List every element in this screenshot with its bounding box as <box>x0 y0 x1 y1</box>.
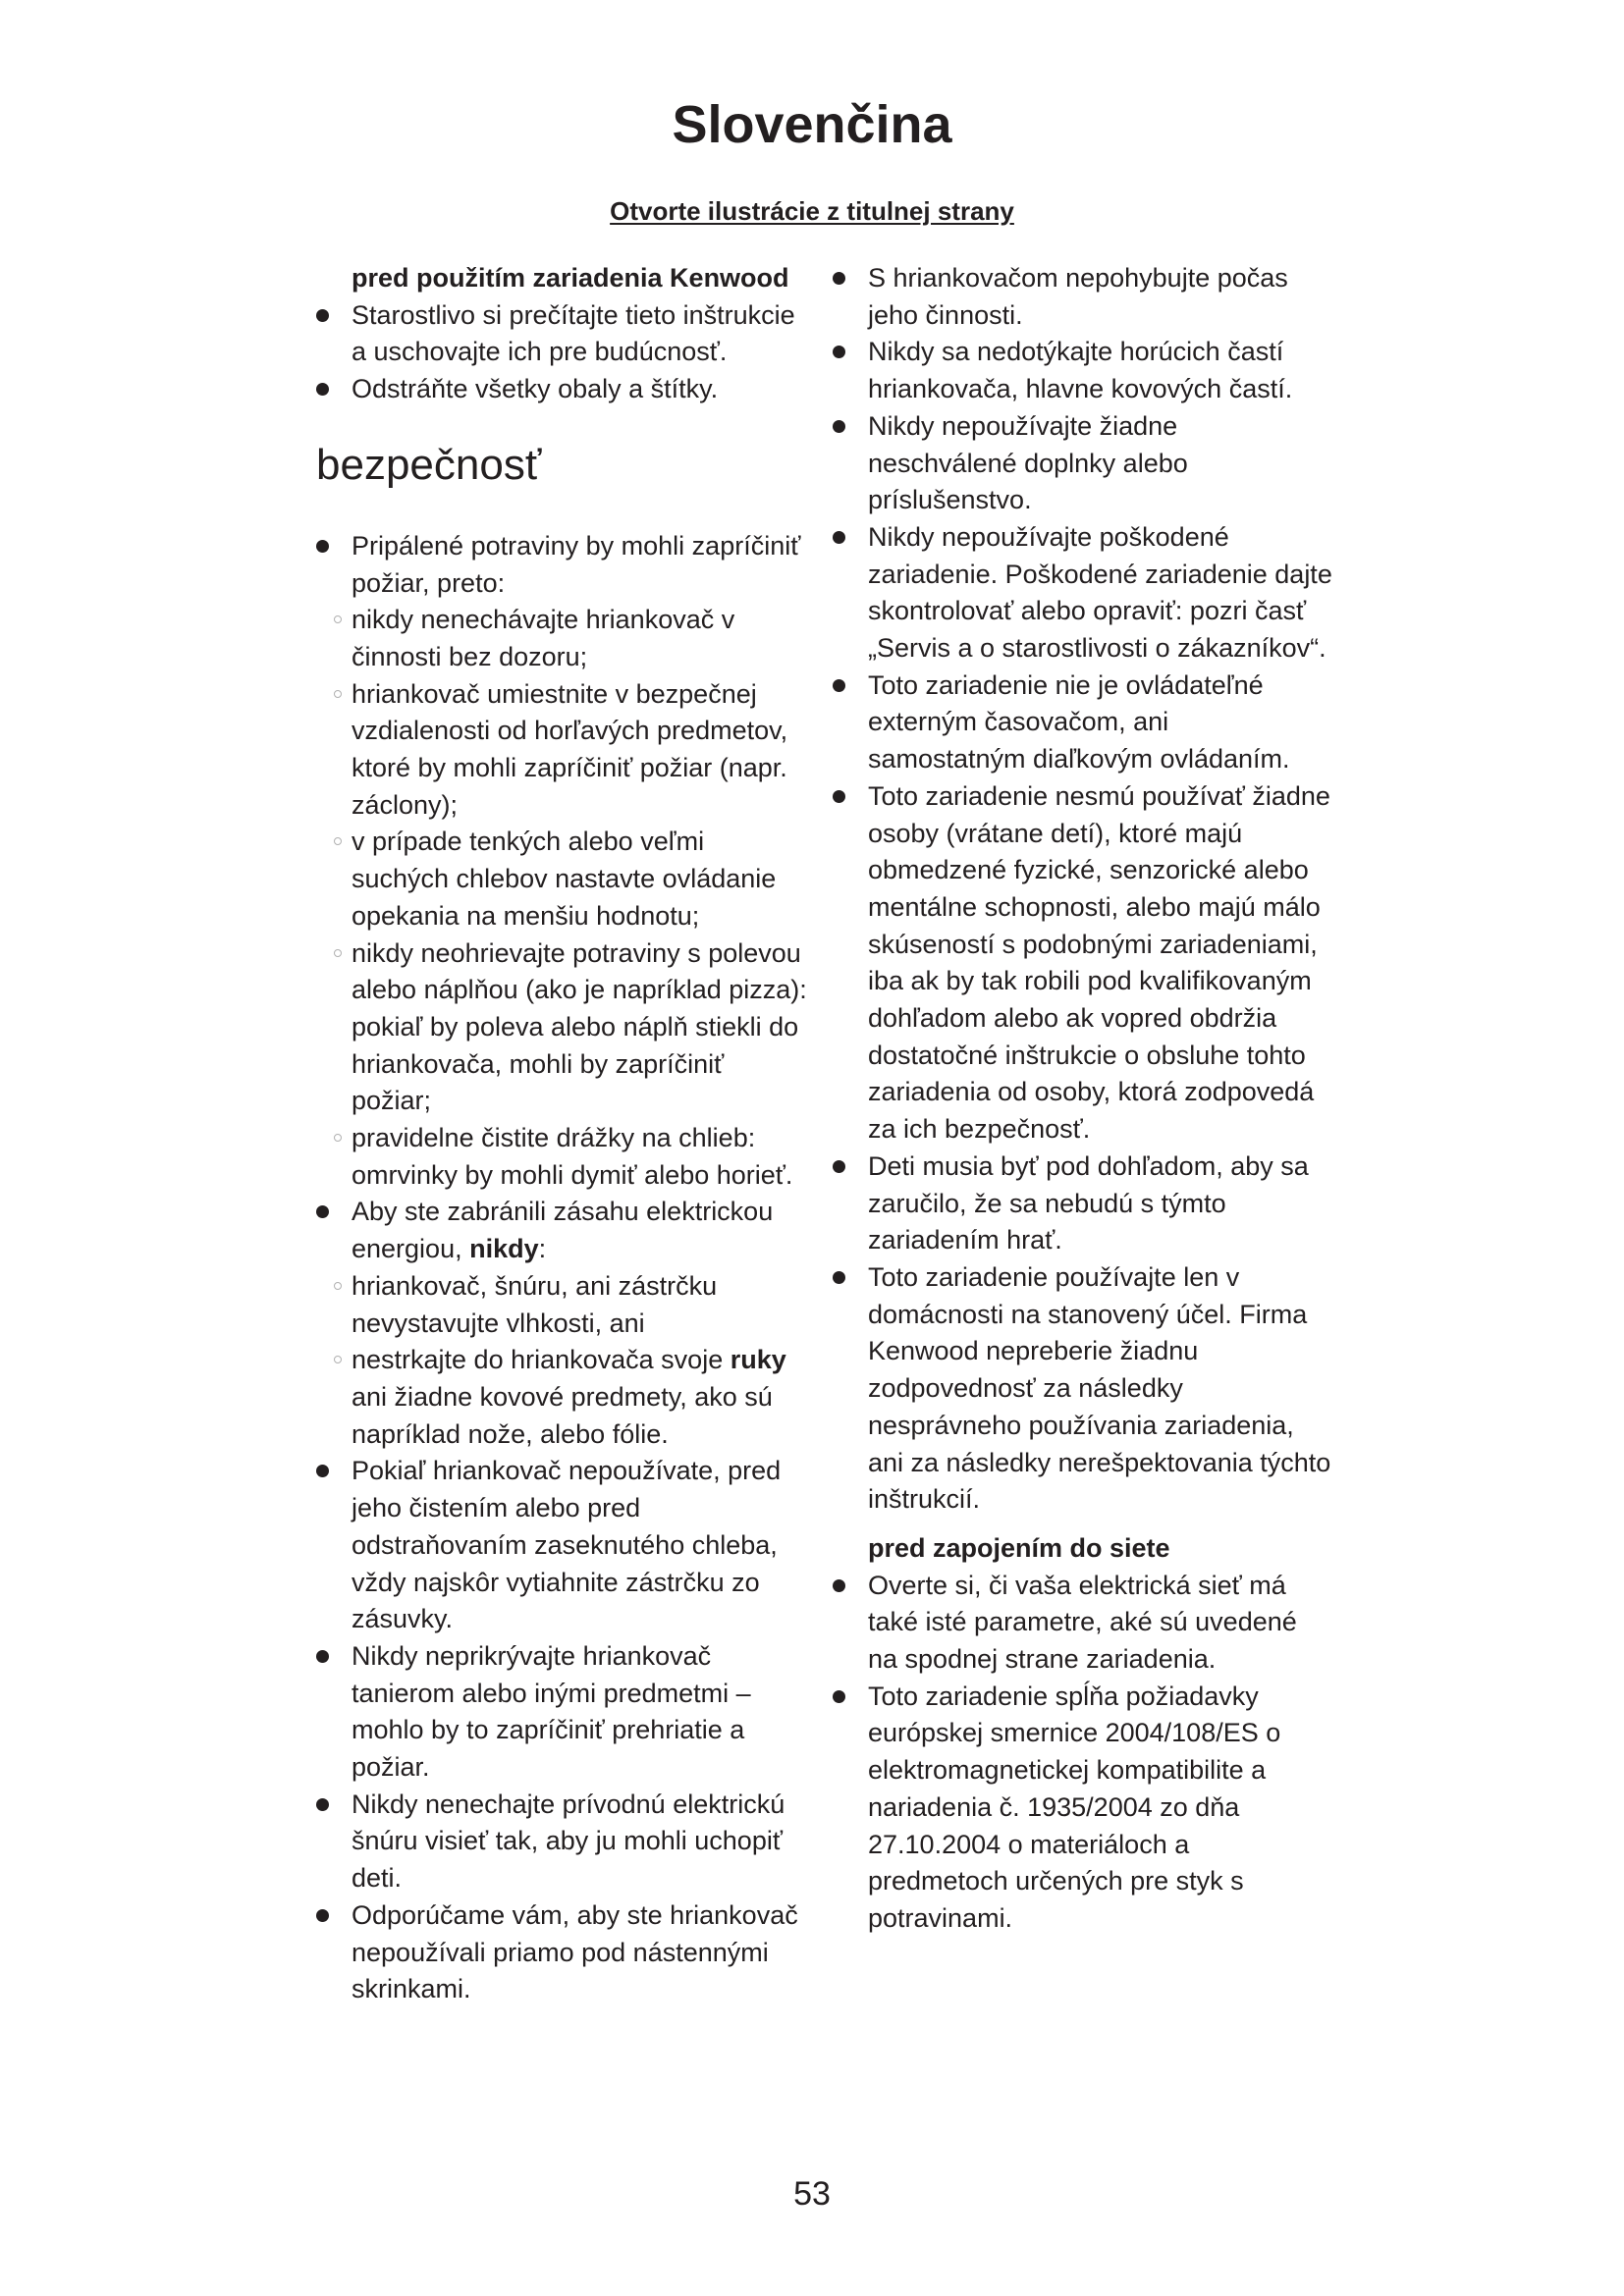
list-item: Nikdy nepoužívajte žiadne neschválené doplnky alebo príslušenstvo. <box>833 408 1333 519</box>
bullet-icon <box>833 1160 845 1173</box>
list-item: Overte si, či vaša elektrická sieť má také isté parametre, aké sú uvedené na spodnej strane zariadenia. <box>833 1568 1333 1679</box>
sub-bullet-icon <box>334 949 342 957</box>
page-number: 53 <box>793 2175 831 2213</box>
bullet-icon <box>833 1579 845 1592</box>
sub-list-item: hriankovač umiestnite v bezpečnej vzdialenosti od horľavých predmetov, ktoré by mohli zapríčiniť požiar (napr. záclony); <box>316 676 807 825</box>
list-item: Pripálené potraviny by mohli zapríčiniť požiar, preto: <box>316 528 807 602</box>
bullet-icon <box>316 1205 329 1218</box>
list-item: Nikdy nepoužívajte poškodené zariadenie. Poškodené zariadenie dajte skontrolovať alebo opraviť: pozri časť „Servis a o starostlivosti o zákazníkov“. <box>833 519 1333 667</box>
bullet-icon <box>316 1909 329 1922</box>
list-item: Odstráňte všetky obaly a štítky. <box>316 371 807 408</box>
sub-bullet-icon <box>334 1134 342 1142</box>
list-item: Nikdy nenechajte prívodnú elektrickú šnúru visieť tak, aby ju mohli uchopiť deti. <box>316 1787 807 1897</box>
sub-list-item: pravidelne čistite drážky na chlieb: omrvinky by mohli dymiť alebo horieť. <box>316 1120 807 1194</box>
sub-list-item: hriankovač, šnúru, ani zástrčku nevystavujte vlhkosti, ani <box>316 1268 807 1342</box>
list-item: Toto zariadenie spĺňa požiadavky európskej smernice 2004/108/ES o elektromagnetickej kompatibilite a nariadenia č. 1935/2004 zo dňa 27.10.2004 o materiáloch a predmetoch určených pre styk s potravinami. <box>833 1679 1333 1938</box>
list-item: Starostlivo si prečítajte tieto inštrukcie a uschovajte ich pre budúcnosť. <box>316 297 807 371</box>
list-item: Odporúčame vám, aby ste hriankovač nepoužívali priamo pod nástennými skrinkami. <box>316 1897 807 2008</box>
bullet-icon <box>833 1271 845 1284</box>
bullet-icon <box>833 346 845 358</box>
bullet-icon <box>833 679 845 692</box>
bullet-icon <box>316 383 329 396</box>
bullet-icon <box>833 531 845 544</box>
sub-bullet-icon <box>334 690 342 698</box>
list-item: Deti musia byť pod dohľadom, aby sa zaručilo, že sa nebudú s týmto zariadením hrať. <box>833 1148 1333 1259</box>
before-use-heading: pred použitím zariadenia Kenwood <box>352 263 789 293</box>
illustrations-link[interactable]: Otvorte ilustrácie z titulnej strany <box>610 196 1014 226</box>
page-title: Slovenčina <box>672 95 952 154</box>
sub-list-item: nestrkajte do hriankovača svoje ruky ani žiadne kovové predmety, ako sú napríklad nože, alebo fólie. <box>316 1342 807 1453</box>
bullet-icon <box>316 1650 329 1663</box>
bullet-icon <box>316 1798 329 1811</box>
sub-bullet-icon <box>334 615 342 623</box>
bullet-icon <box>316 540 329 553</box>
list-item: Pokiaľ hriankovač nepoužívate, pred jeho čistením alebo pred odstraňovaním zaseknutého chleba, vždy najskôr vytiahnite zástrčku zo zásuvky. <box>316 1453 807 1638</box>
bullet-icon <box>316 1465 329 1477</box>
right-column <box>833 260 1333 1938</box>
sub-list-item: nikdy nenechávajte hriankovač v činnosti bez dozoru; <box>316 602 807 675</box>
sub-bullet-icon <box>334 1356 342 1363</box>
sub-list-item: v prípade tenkých alebo veľmi suchých chlebov nastavte ovládanie opekania na menšiu hodnotu; <box>316 824 807 934</box>
safety-heading: bezpečnosť <box>316 440 542 489</box>
list-item: Toto zariadenie používajte len v domácnosti na stanovený účel. Firma Kenwood nepreberie žiadnu zodpovednosť za následky nesprávneho používania zariadenia, ani za následky nerešpektovania týchto inštrukcií. <box>833 1259 1333 1519</box>
sub-bullet-icon <box>334 1282 342 1290</box>
sub-list-item: nikdy neohrievajte potraviny s polevou alebo náplňou (ako je napríklad pizza): pokiaľ by poleva alebo náplň stiekli do hriankovača, mohli by zapríčiniť požiar; <box>316 935 807 1121</box>
list-item: Nikdy neprikrývajte hriankovač tanierom alebo inými predmetmi – mohlo by to zapríčiniť prehriatie a požiar. <box>316 1638 807 1787</box>
list-item: S hriankovačom nepohybujte počas jeho činnosti. <box>833 260 1333 334</box>
left-column <box>316 260 807 2008</box>
list-item: Nikdy sa nedotýkajte horúcich častí hriankovača, hlavne kovových častí. <box>833 334 1333 407</box>
list-item: Toto zariadenie nie je ovládateľné externým časovačom, ani samostatným diaľkovým ovládaním. <box>833 667 1333 778</box>
bullet-icon <box>833 1690 845 1703</box>
list-item: Aby ste zabránili zásahu elektrickou energiou, nikdy: <box>316 1194 807 1267</box>
list-item: Toto zariadenie nesmú používať žiadne osoby (vrátane detí), ktoré majú obmedzené fyzické, senzorické alebo mentálne schopnosti, alebo majú málo skúseností s podobnými zariadeniami, iba ak by tak robili pod kvalifikovaným dohľadom alebo ak vopred obdržia dostatočné inštrukcie o obsluhe tohto zariadenia od osoby, ktorá zodpovedá za ich bezpečnosť. <box>833 778 1333 1148</box>
sub-bullet-icon <box>334 837 342 845</box>
bullet-icon <box>833 272 845 285</box>
bullet-icon <box>833 790 845 803</box>
before-connecting-heading: pred zapojením do siete <box>868 1532 1170 1563</box>
bullet-icon <box>833 420 845 433</box>
bullet-icon <box>316 309 329 322</box>
